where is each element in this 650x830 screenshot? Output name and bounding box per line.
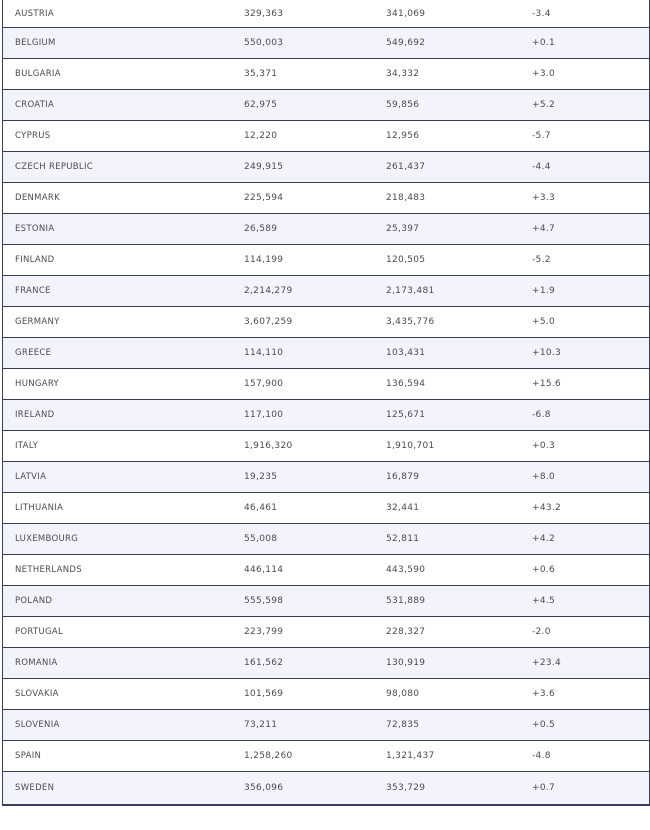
change-cell: +23.4 — [532, 658, 562, 668]
table-row — [3, 307, 649, 338]
value-2-cell: 16,879 — [386, 472, 420, 482]
table-row — [3, 493, 649, 524]
country-cell: POLAND — [15, 596, 53, 606]
country-cell: BULGARIA — [15, 69, 61, 79]
country-cell: CROATIA — [15, 100, 55, 110]
table-row — [3, 276, 649, 307]
table-row — [3, 0, 649, 28]
country-cell: LATVIA — [15, 472, 47, 482]
country-cell: SLOVAKIA — [15, 689, 59, 699]
country-cell: SLOVENIA — [15, 720, 60, 730]
country-cell: CYPRUS — [15, 131, 51, 141]
value-2-cell: 130,919 — [386, 658, 426, 668]
change-cell: -4.8 — [532, 751, 551, 761]
value-1-cell: 19,235 — [244, 472, 278, 482]
value-1-cell: 114,110 — [244, 348, 284, 358]
value-1-cell: 555,598 — [244, 596, 284, 606]
table-row — [3, 369, 649, 400]
country-cell: AUSTRIA — [15, 8, 54, 19]
value-1-cell: 26,589 — [244, 224, 278, 234]
table-row — [3, 245, 649, 276]
value-1-cell: 550,003 — [244, 38, 284, 48]
change-cell: +4.7 — [532, 224, 556, 234]
value-1-cell: 117,100 — [244, 410, 284, 420]
table-row — [3, 772, 649, 806]
table-row — [3, 214, 649, 245]
value-2-cell: 341,069 — [386, 8, 426, 19]
country-data-table — [2, 0, 650, 806]
change-cell: +3.3 — [532, 193, 556, 203]
value-2-cell: 1,910,701 — [386, 441, 435, 451]
value-1-cell: 114,199 — [244, 255, 284, 265]
value-1-cell: 356,096 — [244, 783, 284, 793]
change-cell: +10.3 — [532, 348, 562, 358]
value-2-cell: 228,327 — [386, 627, 426, 637]
value-1-cell: 225,594 — [244, 193, 284, 203]
country-cell: NETHERLANDS — [15, 565, 82, 575]
value-1-cell: 2,214,279 — [244, 286, 293, 296]
value-1-cell: 62,975 — [244, 100, 278, 110]
change-cell: +43.2 — [532, 503, 562, 513]
change-cell: +0.3 — [532, 441, 556, 451]
value-1-cell: 3,607,259 — [244, 317, 293, 327]
table-row — [3, 121, 649, 152]
country-cell: CZECH REPUBLIC — [15, 162, 93, 172]
change-cell: +3.6 — [532, 689, 556, 699]
value-2-cell: 1,321,437 — [386, 751, 435, 761]
change-cell: -2.0 — [532, 627, 551, 637]
country-cell: LITHUANIA — [15, 503, 64, 513]
value-2-cell: 353,729 — [386, 783, 426, 793]
table-row — [3, 555, 649, 586]
change-cell: +5.2 — [532, 100, 556, 110]
country-cell: SPAIN — [15, 751, 42, 761]
value-2-cell: 218,483 — [386, 193, 426, 203]
table-row — [3, 59, 649, 90]
change-cell: +0.5 — [532, 720, 556, 730]
value-1-cell: 1,916,320 — [244, 441, 293, 451]
value-2-cell: 3,435,776 — [386, 317, 435, 327]
change-cell: +0.6 — [532, 565, 556, 575]
value-2-cell: 2,173,481 — [386, 286, 435, 296]
table-row — [3, 183, 649, 214]
country-cell: FINLAND — [15, 255, 55, 265]
country-cell: ESTONIA — [15, 224, 55, 234]
value-2-cell: 120,505 — [386, 255, 426, 265]
value-2-cell: 25,397 — [386, 224, 420, 234]
table-row — [3, 28, 649, 59]
country-cell: DENMARK — [15, 193, 61, 203]
value-1-cell: 73,211 — [244, 720, 278, 730]
country-cell: IRELAND — [15, 410, 55, 420]
value-2-cell: 59,856 — [386, 100, 420, 110]
change-cell: +5.0 — [532, 317, 556, 327]
value-1-cell: 161,562 — [244, 658, 284, 668]
table-row — [3, 90, 649, 121]
value-1-cell: 12,220 — [244, 131, 278, 141]
value-2-cell: 261,437 — [386, 162, 426, 172]
table-row — [3, 524, 649, 555]
value-2-cell: 12,956 — [386, 131, 420, 141]
table-row — [3, 648, 649, 679]
change-cell: -5.7 — [532, 131, 551, 141]
change-cell: +4.5 — [532, 596, 556, 606]
change-cell: +0.7 — [532, 783, 556, 793]
value-2-cell: 52,811 — [386, 534, 420, 544]
value-2-cell: 98,080 — [386, 689, 420, 699]
table-row — [3, 710, 649, 741]
change-cell: -5.2 — [532, 255, 551, 265]
value-1-cell: 55,008 — [244, 534, 278, 544]
value-2-cell: 34,332 — [386, 69, 420, 79]
value-1-cell: 35,371 — [244, 69, 278, 79]
value-1-cell: 157,900 — [244, 379, 284, 389]
value-1-cell: 446,114 — [244, 565, 284, 575]
change-cell: -3.4 — [532, 8, 551, 19]
table-row — [3, 617, 649, 648]
country-cell: SWEDEN — [15, 783, 55, 793]
table-row — [3, 741, 649, 772]
value-1-cell: 46,461 — [244, 503, 278, 513]
table-row — [3, 679, 649, 710]
table-row — [3, 586, 649, 617]
country-cell: LUXEMBOURG — [15, 534, 79, 544]
table-row — [3, 338, 649, 369]
value-2-cell: 72,835 — [386, 720, 420, 730]
table-row — [3, 400, 649, 431]
change-cell: +8.0 — [532, 472, 556, 482]
change-cell: -6.8 — [532, 410, 551, 420]
table-row — [3, 152, 649, 183]
value-1-cell: 329,363 — [244, 8, 284, 19]
country-cell: GERMANY — [15, 317, 60, 327]
change-cell: +15.6 — [532, 379, 562, 389]
value-2-cell: 443,590 — [386, 565, 426, 575]
value-1-cell: 1,258,260 — [244, 751, 293, 761]
country-cell: FRANCE — [15, 286, 51, 296]
value-1-cell: 101,569 — [244, 689, 284, 699]
change-cell: +1.9 — [532, 286, 556, 296]
country-cell: ITALY — [15, 441, 39, 451]
value-2-cell: 32,441 — [386, 503, 420, 513]
value-1-cell: 249,915 — [244, 162, 284, 172]
table-row — [3, 431, 649, 462]
value-2-cell: 125,671 — [386, 410, 426, 420]
value-1-cell: 223,799 — [244, 627, 284, 637]
value-2-cell: 136,594 — [386, 379, 426, 389]
table-row — [3, 462, 649, 493]
value-2-cell: 549,692 — [386, 38, 426, 48]
country-cell: PORTUGAL — [15, 627, 64, 637]
change-cell: +0.1 — [532, 38, 556, 48]
change-cell: +4.2 — [532, 534, 556, 544]
country-cell: BELGIUM — [15, 38, 56, 48]
country-cell: HUNGARY — [15, 379, 60, 389]
value-2-cell: 103,431 — [386, 348, 426, 358]
country-cell: ROMANIA — [15, 658, 58, 668]
value-2-cell: 531,889 — [386, 596, 426, 606]
country-cell: GREECE — [15, 348, 52, 358]
change-cell: +3.0 — [532, 69, 556, 79]
change-cell: -4.4 — [532, 162, 551, 172]
